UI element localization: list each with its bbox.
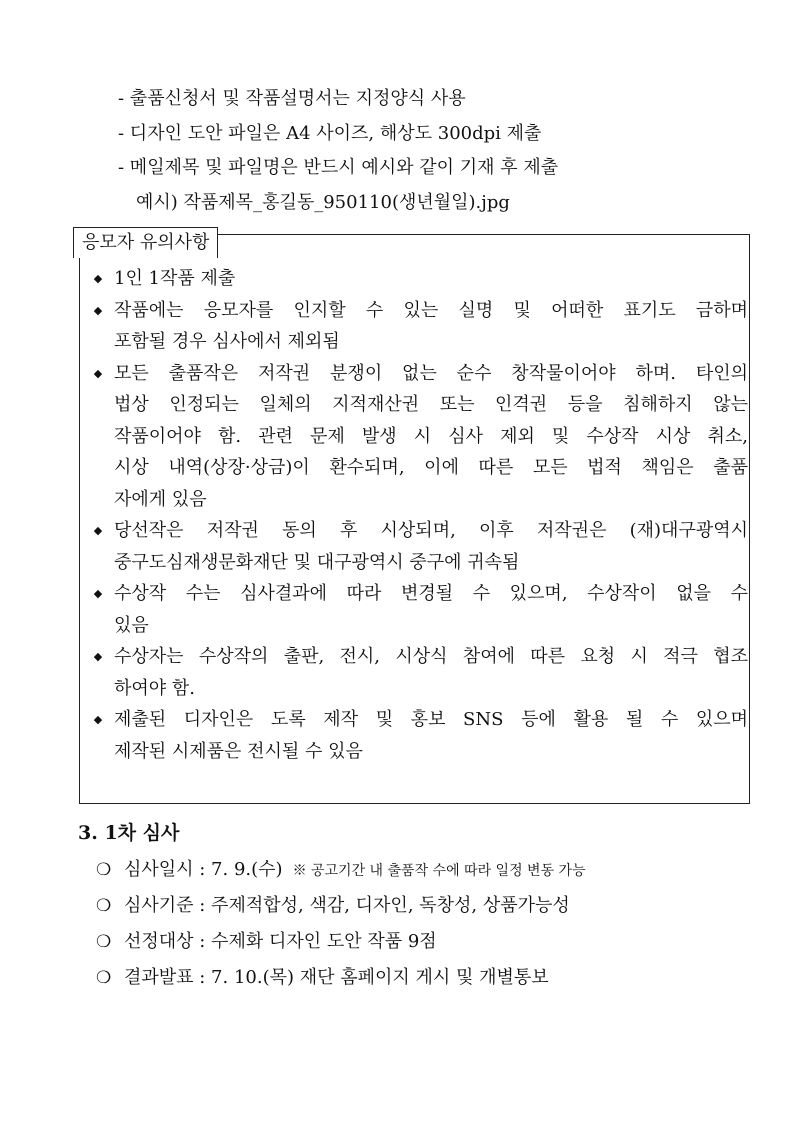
review-row xyxy=(96,960,756,996)
notice-item xyxy=(92,641,748,704)
rule-example: 예시) 작품제목_홍길동_950110(생년월일).jpg xyxy=(136,191,510,213)
review-row xyxy=(96,888,756,924)
notice-item xyxy=(92,578,748,641)
submission-rules xyxy=(118,82,758,220)
notice-item-line: 자에게 있음 xyxy=(114,488,207,510)
review-row xyxy=(96,852,756,888)
notice-item-line: 작품이어야 함. 관련 문제 발생 시 심사 제외 및 수상작 시상 취소, xyxy=(114,425,748,447)
notice-list xyxy=(92,263,748,767)
diamond-bullet-icon: ◆ xyxy=(93,587,103,600)
review-row-text: 심사기준 : 주제적합성, 색감, 디자인, 독창성, 상품가능성 xyxy=(124,895,570,916)
diamond-bullet-icon: ◆ xyxy=(93,303,103,317)
notice-item-line: 법상 인정되는 일체의 지적재산권 또는 인격권 등을 침해하지 않는 xyxy=(114,394,748,415)
diamond-bullet-icon: ◆ xyxy=(93,713,103,726)
review-row-text: 선정대상 : 수제화 디자인 도안 작품 9점 xyxy=(124,931,437,952)
review-row-text: 심사일시 : 7. 9.(수) xyxy=(124,859,283,880)
review-list xyxy=(96,852,756,996)
notice-item xyxy=(92,515,748,578)
diamond-bullet-icon: ◆ xyxy=(93,272,103,285)
notice-item-line: 제출된 디자인은 도록 제작 및 홍보 SNS 등에 활용 될 수 있으며 xyxy=(114,709,748,730)
notice-item-line: 제작된 시제품은 전시될 수 있음 xyxy=(114,740,363,762)
circle-bullet-icon: ❍ xyxy=(96,896,112,916)
notice-item xyxy=(92,263,748,295)
notice-item-line: 하여야 함. xyxy=(114,677,195,699)
review-row-note: ※ 공고기간 내 출품작 수에 따라 일정 변동 가능 xyxy=(292,863,586,879)
rule-file-size: - 디자인 도안 파일은 A4 사이즈, 해상도 300dpi 제출 xyxy=(118,122,542,144)
section-title: 3. 1차 심사 xyxy=(78,822,180,844)
notice-item-line: 있음 xyxy=(114,614,149,636)
rule-application-form: - 출품신청서 및 작품설명서는 지정양식 사용 xyxy=(118,88,466,109)
diamond-bullet-icon: ◆ xyxy=(93,366,103,380)
notice-item-line: 중구도심재생문화재단 및 대구광역시 중구에 귀속됨 xyxy=(114,551,520,573)
notice-item-line: 당선작은 저작권 동의 후 시상되며, 이후 저작권은 (재)대구광역시 xyxy=(114,520,748,541)
review-row xyxy=(96,924,756,960)
notice-item-line: 시상 내역(상장·상금)이 환수되며, 이에 따른 모든 법적 책임은 출품 xyxy=(114,457,748,478)
notice-item-line: 포함될 경우 심사에서 제외됨 xyxy=(114,331,340,352)
notice-item xyxy=(92,358,748,516)
circle-bullet-icon: ❍ xyxy=(96,932,112,952)
notice-item-line: 작품에는 응모자를 인지할 수 있는 실명 및 어떠한 표기도 금하며 xyxy=(114,299,748,321)
notice-item-line: 수상자는 수상작의 출판, 전시, 시상식 참여에 따른 요청 시 적극 협조 xyxy=(114,646,748,667)
notice-title: 응모자 유의사항 xyxy=(73,227,218,258)
circle-bullet-icon: ❍ xyxy=(96,860,112,880)
notice-item xyxy=(92,704,748,767)
circle-bullet-icon: ❍ xyxy=(96,968,112,988)
rule-mail-title: - 메일제목 및 파일명은 반드시 예시와 같이 기재 후 제출 xyxy=(118,157,559,178)
diamond-bullet-icon: ◆ xyxy=(93,650,103,663)
review-row-text: 결과발표 : 7. 10.(목) 재단 홈페이지 게시 및 개별통보 xyxy=(124,967,549,988)
notice-item-line: 1인 1작품 제출 xyxy=(114,268,236,289)
notice-item xyxy=(92,295,748,358)
notice-item-line: 수상작 수는 심사결과에 따라 변경될 수 있으며, 수상작이 없을 수 xyxy=(114,583,748,604)
notice-item-line: 모든 출품작은 저작권 분쟁이 없는 순수 창작물이어야 하며. 타인의 xyxy=(114,362,748,384)
diamond-bullet-icon: ◆ xyxy=(93,524,103,537)
